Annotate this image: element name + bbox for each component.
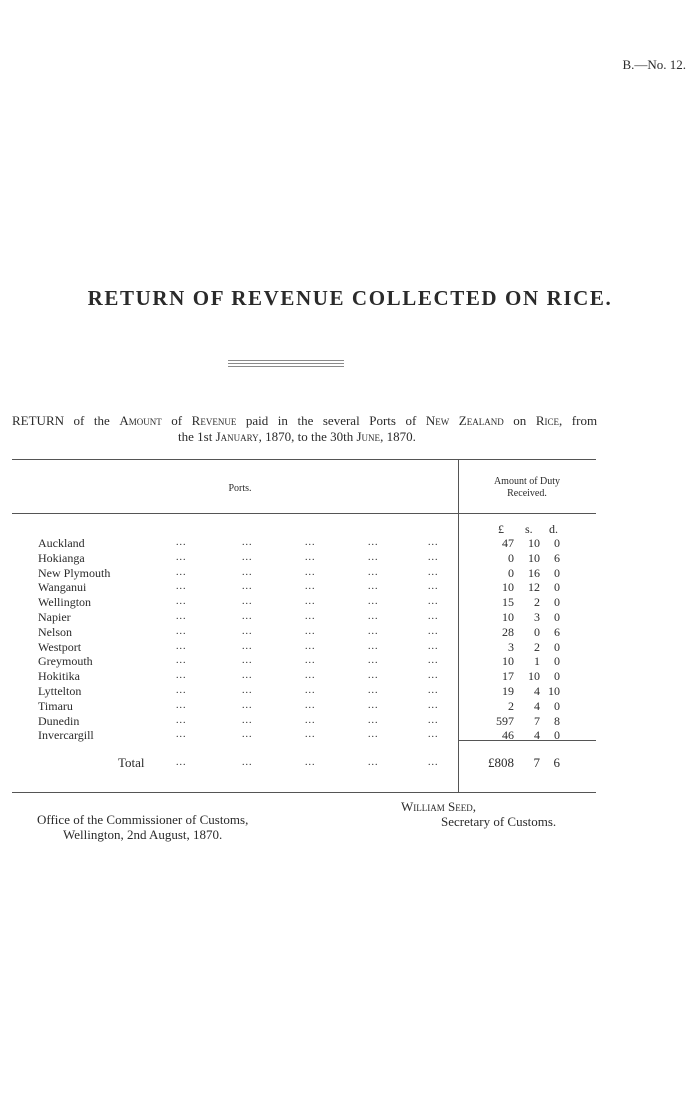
leader-dots: ... [428, 757, 439, 768]
port-name: Wellington [38, 595, 92, 610]
leader-dots: ... [176, 640, 187, 652]
leader-dots: ... [368, 670, 379, 682]
table-row [0, 595, 700, 609]
leader-dots: ... [428, 699, 439, 711]
total-row [0, 756, 700, 770]
leader-dots: ... [242, 596, 253, 608]
leader-dots: ... [368, 640, 379, 652]
pence-value: 0 [554, 595, 560, 610]
pounds-value: 597 [496, 713, 514, 728]
signature-block [401, 799, 556, 829]
table-bottom-rule [12, 792, 596, 793]
shillings-value: 1 [534, 654, 540, 669]
pence-value: 0 [554, 536, 560, 550]
leader-dots: ... [305, 625, 316, 637]
pounds-value: 28 [502, 624, 514, 639]
leader-dots: ... [305, 699, 316, 711]
pounds-value: 19 [502, 684, 514, 698]
table-row [0, 580, 700, 594]
leader-dots: ... [305, 566, 316, 578]
title-divider [228, 360, 344, 369]
leader-dots: ... [428, 566, 439, 578]
total-pounds: £808 [488, 755, 514, 770]
leader-dots: ... [428, 611, 439, 622]
leader-dots: ... [176, 537, 187, 548]
shillings-value: 10 [528, 550, 540, 565]
total-pence: 6 [553, 755, 560, 770]
document-title: RETURN OF REVENUE COLLECTED ON RICE. [87, 286, 613, 310]
shillings-value: 2 [534, 595, 540, 610]
leader-dots: ... [368, 596, 379, 608]
pounds-value: 10 [502, 610, 514, 624]
port-name: Westport [38, 639, 82, 654]
pounds-symbol: £ [498, 522, 504, 536]
pounds-value: 0 [508, 565, 514, 580]
shillings-value: 2 [534, 639, 540, 654]
port-name: Hokianga [38, 550, 85, 565]
leader-dots: ... [176, 655, 187, 667]
leader-dots: ... [368, 537, 379, 548]
leader-dots: ... [176, 729, 187, 741]
leader-dots: ... [368, 611, 379, 622]
leader-dots: ... [305, 551, 316, 563]
leader-dots: ... [305, 714, 316, 726]
leader-dots: ... [242, 640, 253, 652]
pence-value: 6 [554, 624, 560, 639]
leader-dots: ... [242, 537, 253, 548]
pounds-value: 2 [508, 698, 514, 713]
leader-dots: ... [368, 714, 379, 726]
ports-column-header: Ports. [228, 483, 252, 494]
leader-dots: ... [428, 655, 439, 667]
pounds-value: 10 [502, 654, 514, 669]
leader-dots: ... [305, 581, 316, 593]
table-row [0, 684, 700, 698]
leader-dots: ... [368, 729, 379, 741]
leader-dots: ... [242, 729, 253, 741]
leader-dots: ... [176, 611, 187, 622]
table-row [0, 714, 700, 728]
port-name: Dunedin [38, 713, 80, 728]
shillings-value: 3 [534, 610, 540, 624]
leader-dots: ... [305, 596, 316, 608]
leader-dots: ... [305, 729, 316, 741]
port-name: Auckland [38, 536, 85, 550]
leader-dots: ... [305, 537, 316, 548]
leader-dots: ... [368, 699, 379, 711]
leader-dots: ... [176, 596, 187, 608]
table-row [0, 640, 700, 654]
table-row [0, 551, 700, 565]
table-row [0, 699, 700, 713]
table-top-rule [12, 459, 596, 460]
leader-dots: ... [176, 670, 187, 682]
return-description-line-2: the 1st January, 1870, to the 30th June, 1870. [178, 429, 416, 444]
pence-value: 0 [554, 610, 560, 624]
leader-dots: ... [176, 625, 187, 637]
port-name: New Plymouth [38, 565, 111, 580]
leader-dots: ... [368, 566, 379, 578]
pence-value: 0 [554, 580, 560, 595]
leader-dots: ... [242, 581, 253, 593]
shillings-value: 10 [528, 536, 540, 550]
leader-dots: ... [242, 699, 253, 711]
table-row [0, 654, 700, 668]
leader-dots: ... [428, 685, 439, 696]
leader-dots: ... [305, 611, 316, 622]
leader-dots: ... [368, 757, 379, 768]
pence-value: 8 [554, 713, 560, 728]
leader-dots: ... [242, 685, 253, 696]
leader-dots: ... [428, 714, 439, 726]
leader-dots: ... [305, 670, 316, 682]
port-name: Greymouth [38, 654, 93, 669]
leader-dots: ... [176, 685, 187, 696]
shillings-value: 4 [534, 728, 540, 743]
signatory-name: William Seed, [401, 799, 476, 814]
table-row [0, 728, 700, 742]
pence-value: 0 [554, 565, 560, 580]
pence-value: 10 [548, 684, 560, 698]
pounds-value: 46 [502, 728, 514, 743]
signatory-title: Secretary of Customs. [441, 814, 557, 829]
leader-dots: ... [176, 757, 187, 768]
shillings-value: 10 [528, 669, 540, 684]
return-description-line-1: RETURN of the Amount of Revenue paid in the several Ports of New Zealand on Rice, from [12, 413, 598, 428]
pence-value: 0 [554, 698, 560, 713]
leader-dots: ... [242, 714, 253, 726]
total-label: Total [118, 755, 145, 770]
leader-dots: ... [368, 685, 379, 696]
leader-dots: ... [305, 757, 316, 768]
leader-dots: ... [368, 551, 379, 563]
pounds-value: 0 [508, 550, 514, 565]
leader-dots: ... [242, 670, 253, 682]
pence-value: 0 [554, 639, 560, 654]
return-description [12, 413, 597, 445]
office-address: Office of the Commissioner of Customs, Wellington, 2nd August, 1870. [37, 812, 249, 842]
leader-dots: ... [368, 655, 379, 667]
port-name: Napier [38, 610, 71, 624]
leader-dots: ... [176, 581, 187, 593]
table-row [0, 625, 700, 639]
leader-dots: ... [305, 640, 316, 652]
amount-column-header: Amount of Duty Received. [493, 476, 561, 499]
leader-dots: ... [242, 566, 253, 578]
leader-dots: ... [428, 625, 439, 637]
leader-dots: ... [305, 685, 316, 696]
pence-value: 0 [554, 728, 560, 743]
table-row [0, 536, 700, 550]
document-reference: B.—No. 12. [622, 57, 686, 72]
shillings-value: 7 [534, 713, 540, 728]
pence-header: d. [549, 522, 558, 536]
pence-value: 6 [554, 550, 560, 565]
total-shillings: 7 [533, 755, 540, 770]
shillings-value: 0 [534, 624, 540, 639]
leader-dots: ... [368, 581, 379, 593]
shillings-header: s. [525, 522, 533, 536]
shillings-value: 12 [528, 580, 540, 595]
port-name: Timaru [38, 698, 73, 713]
leader-dots: ... [368, 625, 379, 637]
leader-dots: ... [242, 757, 253, 768]
leader-dots: ... [428, 581, 439, 593]
pounds-value: 10 [502, 580, 514, 595]
pounds-value: 17 [502, 669, 514, 684]
leader-dots: ... [176, 566, 187, 578]
leader-dots: ... [428, 640, 439, 652]
shillings-value: 4 [534, 698, 540, 713]
leader-dots: ... [305, 655, 316, 667]
leader-dots: ... [176, 714, 187, 726]
leader-dots: ... [428, 537, 439, 548]
pence-value: 0 [554, 654, 560, 669]
port-name: Wanganui [38, 580, 87, 595]
shillings-value: 16 [528, 565, 540, 580]
table-row [0, 566, 700, 580]
table-row [0, 610, 700, 624]
port-name: Lyttelton [38, 684, 82, 698]
leader-dots: ... [242, 625, 253, 637]
leader-dots: ... [428, 670, 439, 682]
pounds-value: 15 [502, 595, 514, 610]
pence-value: 0 [554, 669, 560, 684]
leader-dots: ... [242, 655, 253, 667]
leader-dots: ... [242, 611, 253, 622]
leader-dots: ... [428, 551, 439, 563]
leader-dots: ... [242, 551, 253, 563]
leader-dots: ... [176, 551, 187, 563]
port-name: Nelson [38, 624, 72, 639]
pounds-value: 47 [502, 536, 514, 550]
pounds-value: 3 [508, 639, 514, 654]
leader-dots: ... [428, 729, 439, 741]
leader-dots: ... [176, 699, 187, 711]
port-name: Hokitika [38, 669, 80, 684]
shillings-value: 4 [534, 684, 540, 698]
table-header-rule [12, 513, 596, 514]
leader-dots: ... [428, 596, 439, 608]
port-name: Invercargill [38, 728, 94, 743]
table-row [0, 669, 700, 683]
